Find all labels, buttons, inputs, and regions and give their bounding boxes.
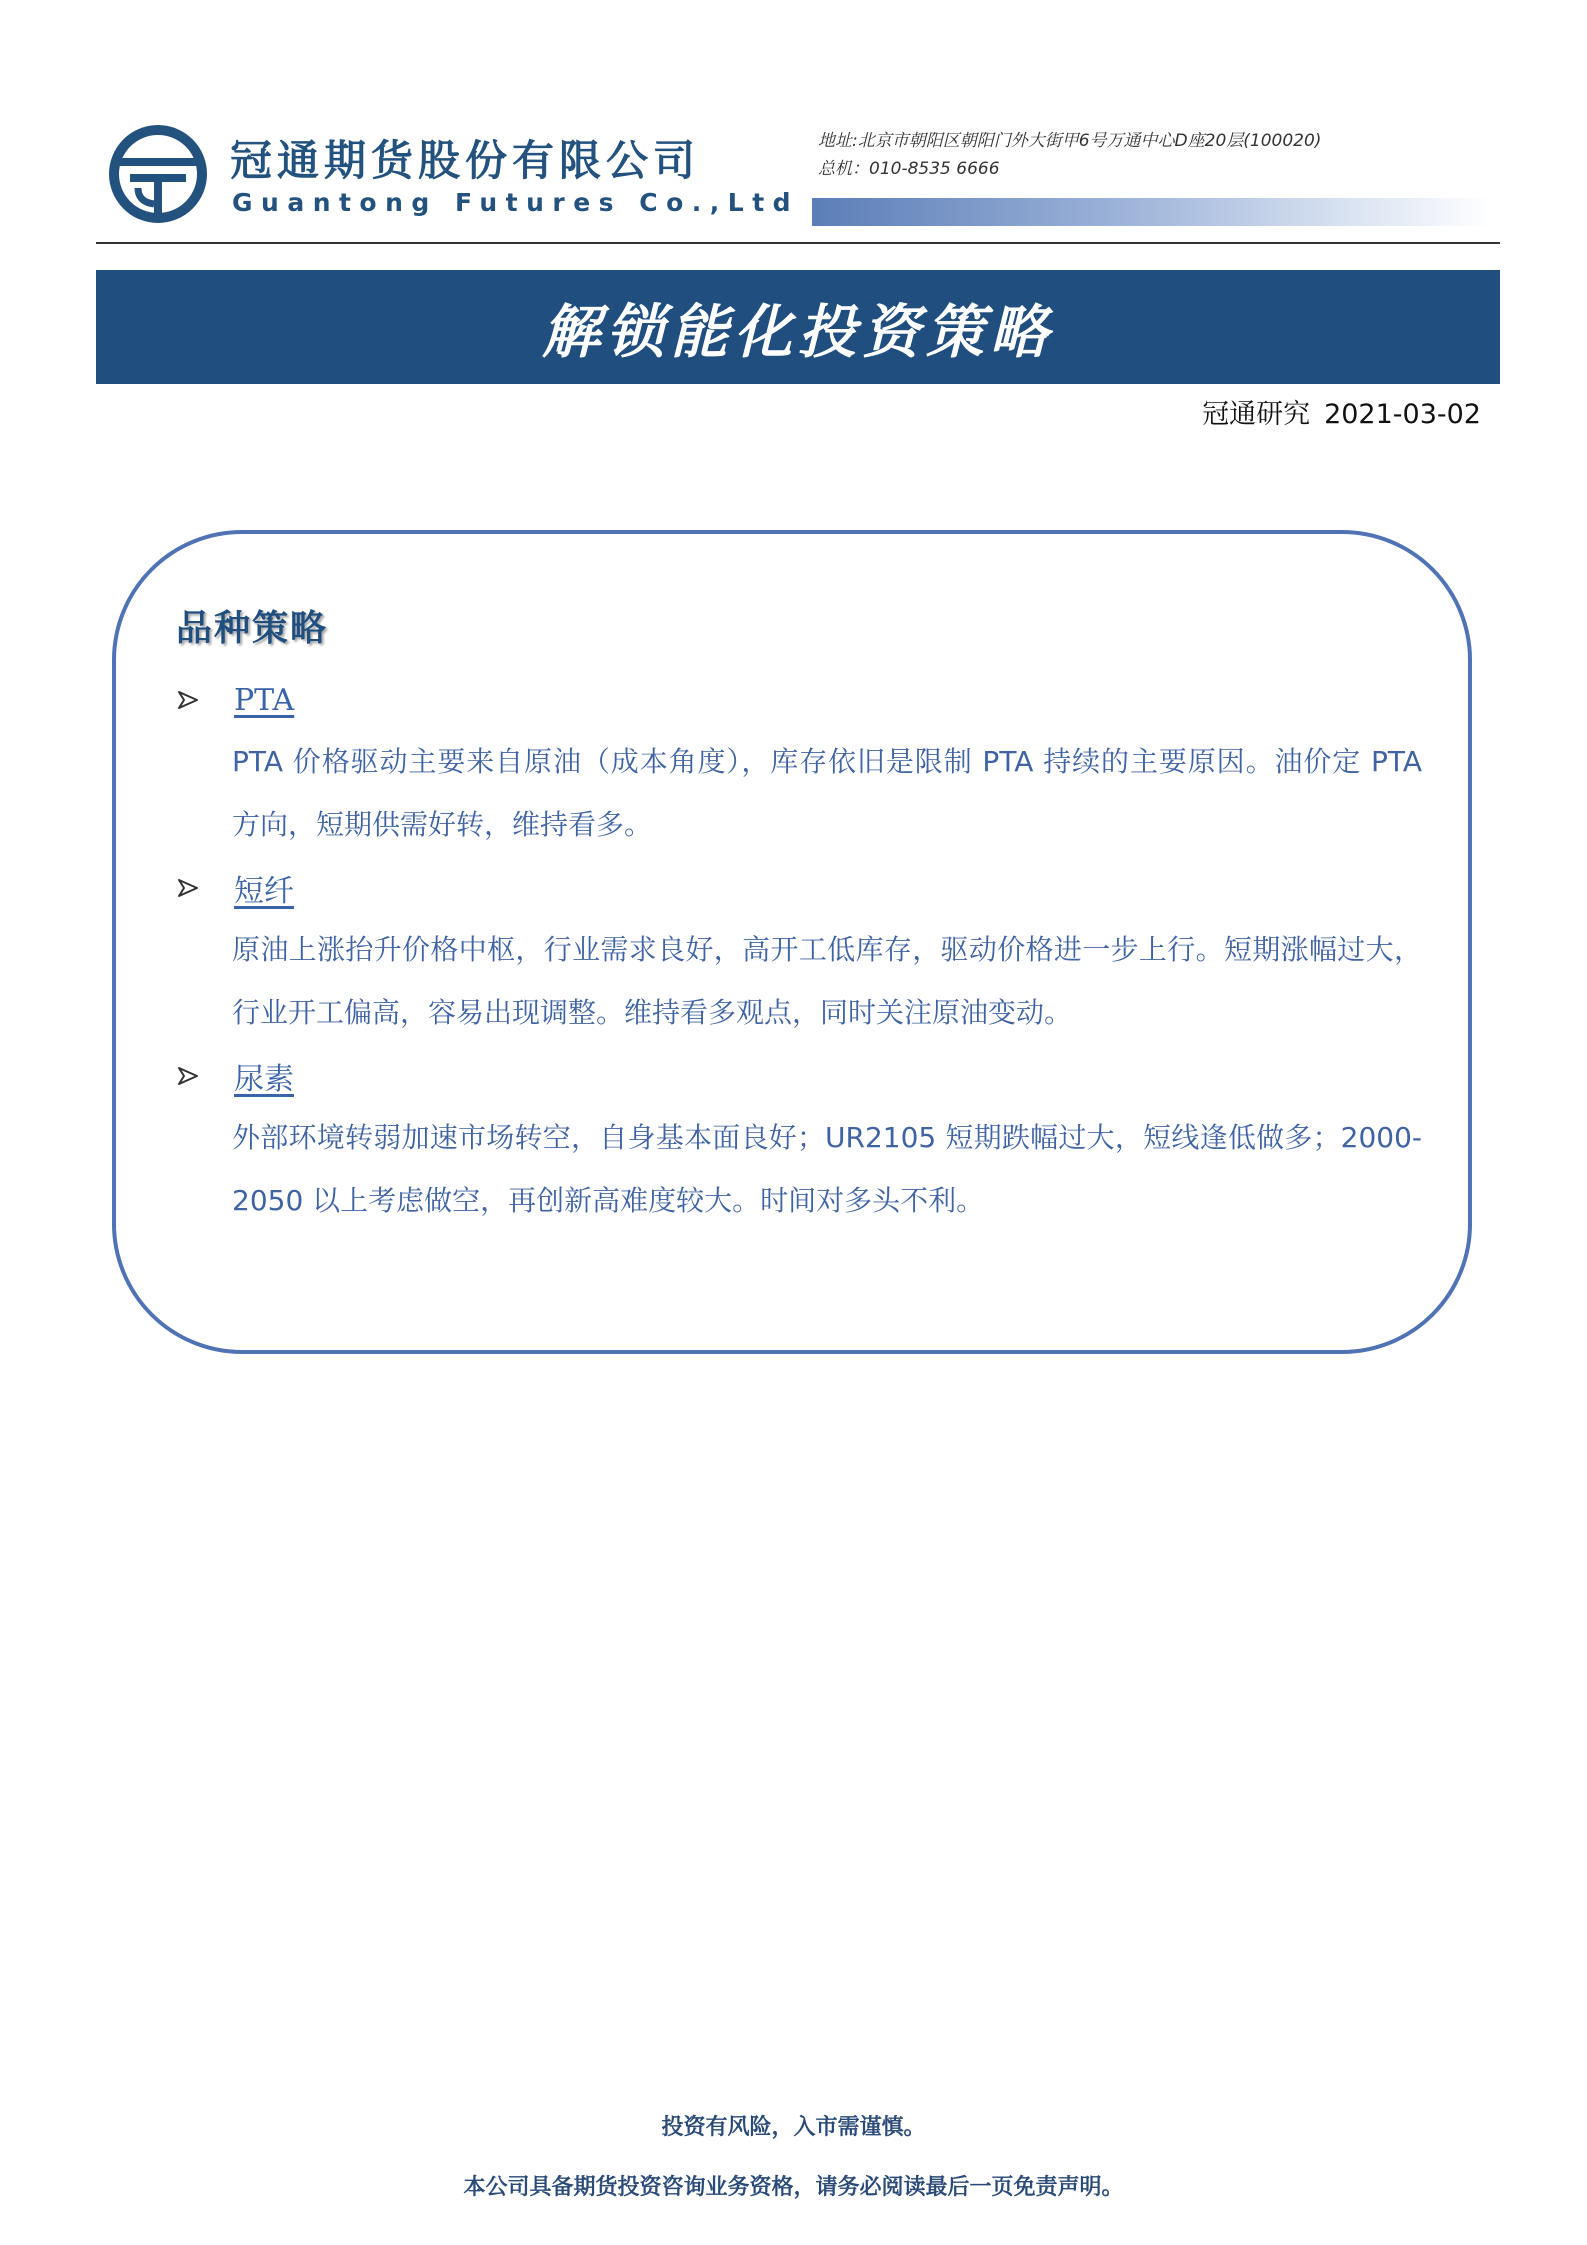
report-header <box>0 0 1587 260</box>
company-address: 地址:北京市朝阳区朝阳门外大街甲6号万通中心D座20层(100020) <box>818 131 1322 151</box>
strategy-heading: 品种策略 <box>176 608 329 649</box>
footer-risk-warning: 投资有风险，入市需谨慎。 <box>661 2114 926 2140</box>
strategy-item-title[interactable]: PTA <box>234 682 295 718</box>
report-title: 解锁能化投资策略 <box>541 298 1054 366</box>
arrow-bullet-icon <box>176 688 200 712</box>
strategy-item-body: 原油上涨抬升价格中枢，行业需求良好，高开工低库存，驱动价格进一步上行。短期涨幅过大，行业开工偏高，容易出现调整。维持看多观点，同时关注原油变动。 <box>232 933 1422 1029</box>
footer-disclaimer: 本公司具备期货投资咨询业务资格，请务必阅读最后一页免责声明。 <box>463 2174 1124 2200</box>
strategy-item-short-fiber <box>176 870 294 909</box>
report-date: 2021-03-02 <box>1324 399 1481 430</box>
report-title-band <box>96 270 1500 384</box>
strategy-item-title[interactable]: 短纤 <box>234 874 294 909</box>
company-name-cn: 冠通期货股份有限公司 <box>230 136 701 185</box>
header-divider <box>96 242 1500 244</box>
report-source: 冠通研究 <box>1202 399 1311 430</box>
arrow-bullet-icon <box>176 876 200 900</box>
strategy-item-urea <box>176 1058 294 1097</box>
guantong-logo-icon <box>108 124 208 224</box>
strategy-item-body: PTA 价格驱动主要来自原油（成本角度），库存依旧是限制 PTA 持续的主要原因。油价定 PTA 方向，短期供需好转，维持看多。 <box>232 745 1422 841</box>
strategy-item-pta <box>176 682 294 718</box>
company-name-en: Guantong Futures Co.,Ltd <box>232 188 800 217</box>
header-gradient-bar <box>812 198 1492 226</box>
report-dateline <box>1202 392 1481 431</box>
company-phone: 总机：010-8535 6666 <box>818 159 1000 179</box>
strategy-item-body: 外部环境转弱加速市场转空，自身基本面良好；UR2105 短期跌幅过大，短线逢低做多；2000-2050 以上考虑做空，再创新高难度较大。时间对多头不利。 <box>232 1121 1422 1217</box>
arrow-bullet-icon <box>176 1064 200 1088</box>
strategy-item-title[interactable]: 尿素 <box>234 1062 294 1097</box>
